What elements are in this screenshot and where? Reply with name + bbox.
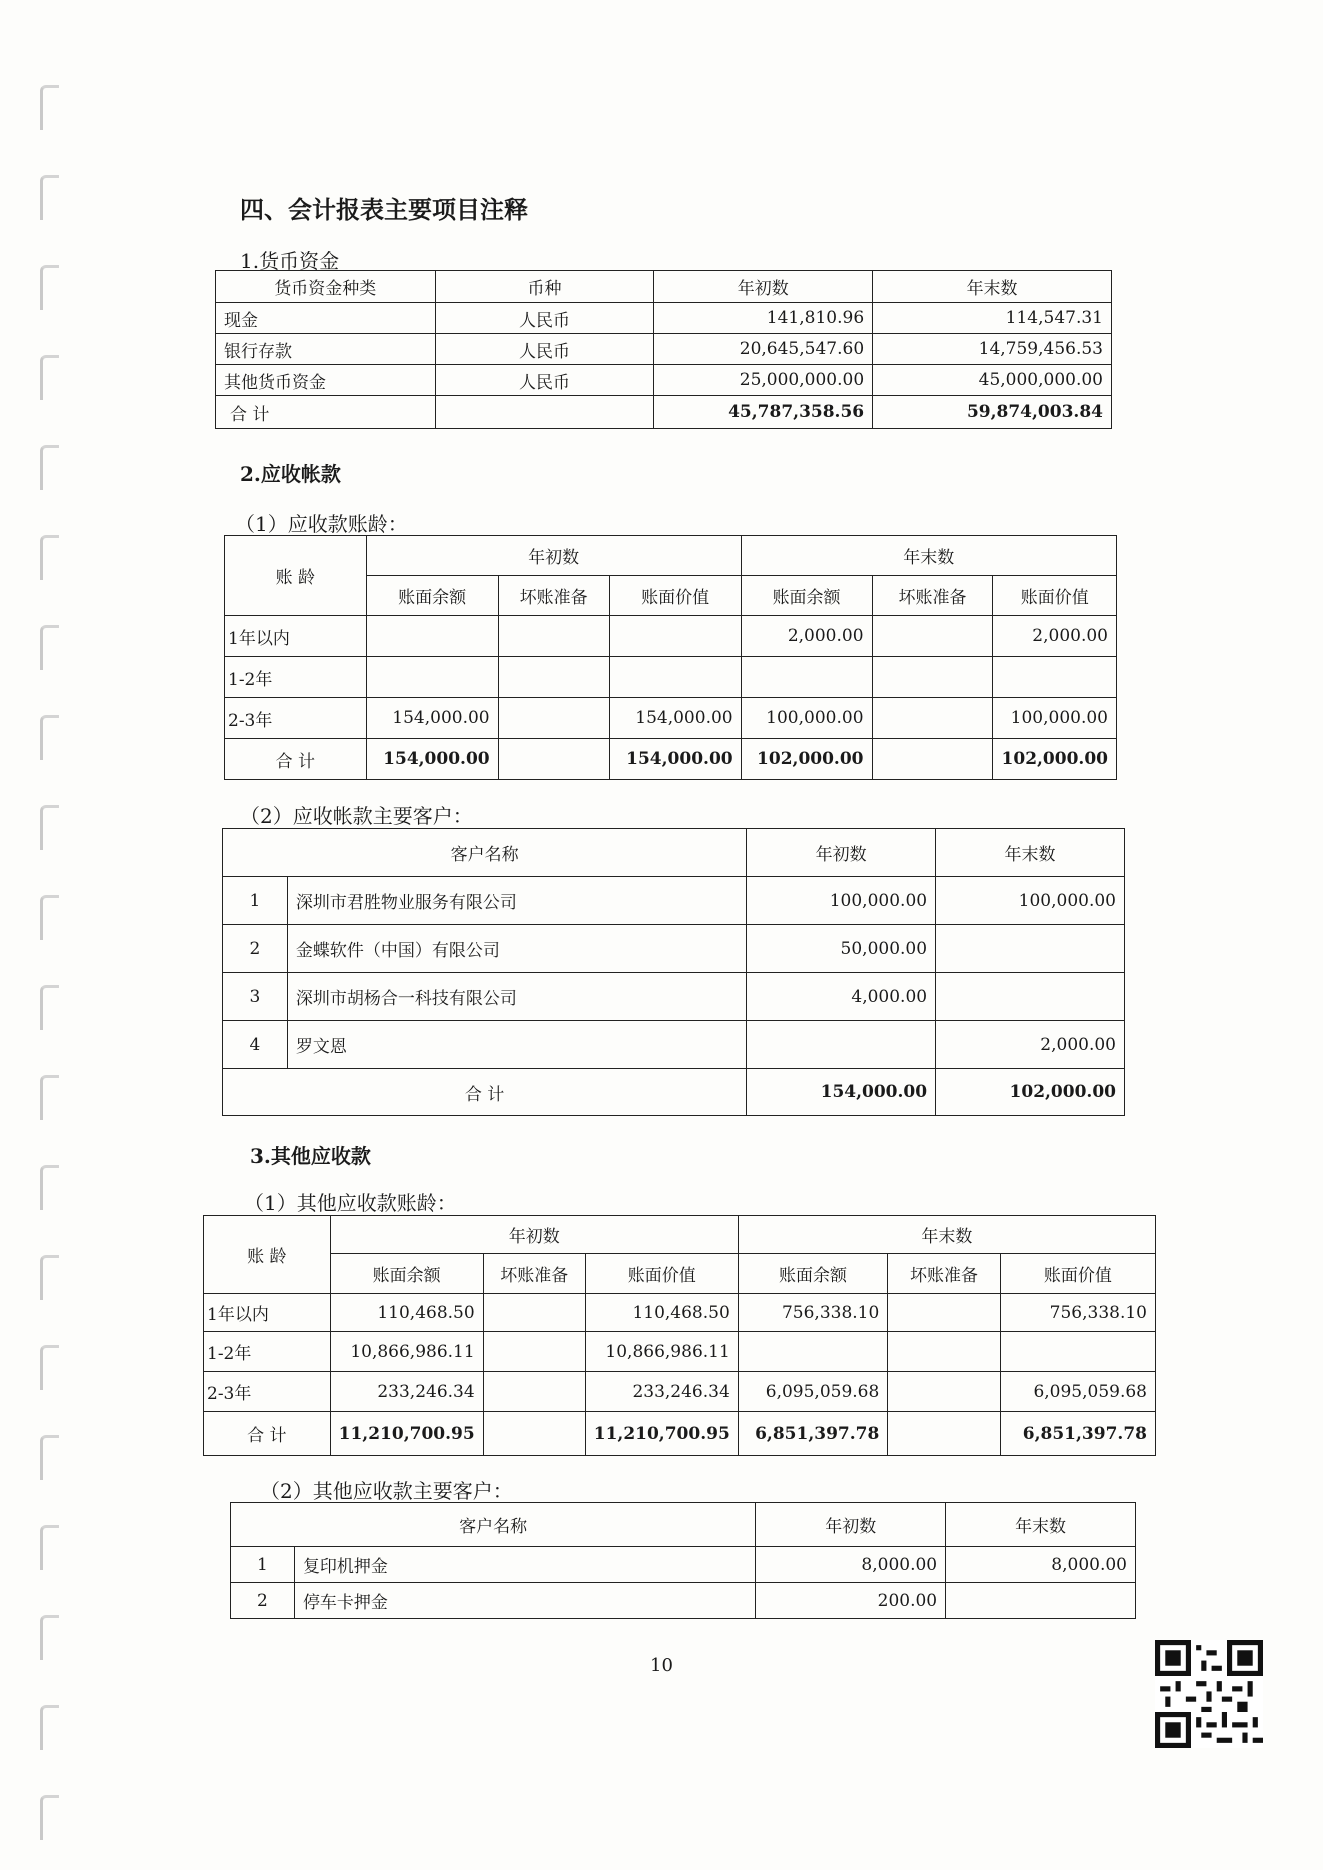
qr-code-icon xyxy=(1155,1640,1263,1748)
binder-mark xyxy=(40,1435,59,1480)
header-cell: 账面余额 xyxy=(741,576,872,616)
table-cell: 8,000.00 xyxy=(756,1547,946,1583)
total-cell: 154,000.00 xyxy=(366,739,498,780)
receivable-customers-title: （2）应收帐款主要客户： xyxy=(240,804,473,828)
end-header: 年末数 xyxy=(738,1216,1155,1254)
table-cell: 2 xyxy=(231,1583,295,1619)
table-cell: 10,866,986.11 xyxy=(585,1332,738,1372)
table-cell xyxy=(888,1372,1000,1412)
table-cell: 金蝶软件（中国）有限公司 xyxy=(287,925,746,973)
header-cell: 账面价值 xyxy=(585,1254,738,1294)
binder-mark xyxy=(40,1705,59,1750)
table-cell: 8,000.00 xyxy=(946,1547,1136,1583)
table-cell: 人民币 xyxy=(435,365,654,396)
binder-mark xyxy=(40,1255,59,1300)
table-cell: 110,468.50 xyxy=(330,1294,483,1332)
table-cell: 1-2年 xyxy=(225,657,367,698)
table-cell xyxy=(738,1332,888,1372)
total-cell xyxy=(483,1412,585,1456)
table-cell xyxy=(888,1294,1000,1332)
table-cell: 2,000.00 xyxy=(741,616,872,657)
other-aging-table xyxy=(203,1215,1156,1456)
table-cell: 1-2年 xyxy=(204,1332,331,1372)
table-cell xyxy=(872,616,993,657)
table-cell: 2-3年 xyxy=(225,698,367,739)
table-cell xyxy=(483,1294,585,1332)
receivable-aging-table xyxy=(224,535,1117,780)
binder-mark xyxy=(40,535,59,580)
total-label: 合 计 xyxy=(216,396,436,429)
table-cell xyxy=(366,657,498,698)
table-cell xyxy=(366,616,498,657)
binder-mark xyxy=(40,805,59,850)
table-cell: 1年以内 xyxy=(225,616,367,657)
binder-mark xyxy=(40,85,59,130)
table-cell: 2-3年 xyxy=(204,1372,331,1412)
table-cell xyxy=(936,925,1125,973)
table-cell: 深圳市君胜物业服务有限公司 xyxy=(287,877,746,925)
total-cell xyxy=(498,739,609,780)
header-cell: 账面价值 xyxy=(1000,1254,1155,1294)
header-cell: 年末数 xyxy=(946,1503,1136,1547)
total-cell: 102,000.00 xyxy=(993,739,1117,780)
total-cell: 6,851,397.78 xyxy=(1000,1412,1155,1456)
header-cell: 年初数 xyxy=(747,829,936,877)
table-cell: 2,000.00 xyxy=(993,616,1117,657)
binder-mark xyxy=(40,355,59,400)
other-customers-title: （2）其他应收款主要客户： xyxy=(260,1479,513,1503)
total-cell: 102,000.00 xyxy=(936,1069,1125,1116)
header-cell: 客户名称 xyxy=(223,829,747,877)
total-label: 合 计 xyxy=(225,739,367,780)
table-cell xyxy=(888,1332,1000,1372)
table-cell xyxy=(993,657,1117,698)
table-cell: 20,645,547.60 xyxy=(654,334,873,365)
binder-mark xyxy=(40,1345,59,1390)
table-cell: 50,000.00 xyxy=(747,925,936,973)
table-cell xyxy=(1000,1332,1155,1372)
table-cell: 3 xyxy=(223,973,288,1021)
section-title: 四、会计报表主要项目注释 xyxy=(240,195,528,224)
table-cell xyxy=(435,396,654,429)
cash-title: 1.货币资金 xyxy=(240,249,340,273)
total-label: 合 计 xyxy=(223,1069,747,1116)
binder-mark xyxy=(40,1615,59,1660)
table-cell xyxy=(872,698,993,739)
table-cell: 756,338.10 xyxy=(738,1294,888,1332)
total-cell xyxy=(888,1412,1000,1456)
table-cell xyxy=(609,616,741,657)
table-cell: 深圳市胡杨合一科技有限公司 xyxy=(287,973,746,1021)
header-cell: 货币资金种类 xyxy=(216,271,436,303)
table-cell: 200.00 xyxy=(756,1583,946,1619)
total-cell: 59,874,003.84 xyxy=(873,396,1112,429)
header-cell: 年初数 xyxy=(756,1503,946,1547)
total-cell: 102,000.00 xyxy=(741,739,872,780)
table-cell xyxy=(609,657,741,698)
table-cell: 110,468.50 xyxy=(585,1294,738,1332)
header-cell: 坏账准备 xyxy=(483,1254,585,1294)
table-cell: 其他货币资金 xyxy=(216,365,436,396)
total-label: 合 计 xyxy=(204,1412,331,1456)
table-cell: 2 xyxy=(223,925,288,973)
table-cell: 4 xyxy=(223,1021,288,1069)
binder-mark xyxy=(40,715,59,760)
header-cell: 账面余额 xyxy=(366,576,498,616)
binder-mark xyxy=(40,265,59,310)
header-cell: 账面价值 xyxy=(993,576,1117,616)
header-cell: 坏账准备 xyxy=(888,1254,1000,1294)
table-cell: 114,547.31 xyxy=(873,303,1112,334)
table-cell xyxy=(936,973,1125,1021)
receivable-aging-title: （1）应收款账龄： xyxy=(235,512,408,536)
header-cell: 坏账准备 xyxy=(498,576,609,616)
table-cell: 100,000.00 xyxy=(936,877,1125,925)
binder-mark xyxy=(40,1075,59,1120)
table-cell: 14,759,456.53 xyxy=(873,334,1112,365)
header-cell: 账面余额 xyxy=(330,1254,483,1294)
table-cell: 10,866,986.11 xyxy=(330,1332,483,1372)
page-number: 10 xyxy=(650,1655,673,1676)
table-cell: 25,000,000.00 xyxy=(654,365,873,396)
table-cell: 2,000.00 xyxy=(936,1021,1125,1069)
binder-mark xyxy=(40,985,59,1030)
cash-table xyxy=(215,270,1112,429)
other-aging-title: （1）其他应收款账龄： xyxy=(244,1191,457,1215)
binder-mark xyxy=(40,1795,59,1840)
table-cell xyxy=(498,698,609,739)
total-cell: 6,851,397.78 xyxy=(738,1412,888,1456)
total-cell: 45,787,358.56 xyxy=(654,396,873,429)
header-cell: 币种 xyxy=(435,271,654,303)
end-header: 年末数 xyxy=(741,536,1116,576)
table-cell xyxy=(741,657,872,698)
table-cell: 罗文恩 xyxy=(287,1021,746,1069)
table-cell: 756,338.10 xyxy=(1000,1294,1155,1332)
table-cell: 154,000.00 xyxy=(366,698,498,739)
binder-mark xyxy=(40,895,59,940)
table-cell: 100,000.00 xyxy=(993,698,1117,739)
table-cell xyxy=(946,1583,1136,1619)
header-cell: 年初数 xyxy=(654,271,873,303)
header-cell: 年末数 xyxy=(936,829,1125,877)
total-cell: 11,210,700.95 xyxy=(330,1412,483,1456)
table-cell: 45,000,000.00 xyxy=(873,365,1112,396)
binder-mark xyxy=(40,1525,59,1570)
binder-mark xyxy=(40,1165,59,1210)
begin-header: 年初数 xyxy=(330,1216,738,1254)
table-cell: 停车卡押金 xyxy=(294,1583,755,1619)
table-cell: 1年以内 xyxy=(204,1294,331,1332)
receivable-title: 2.应收帐款 xyxy=(240,462,341,486)
header-cell: 账面价值 xyxy=(609,576,741,616)
table-cell: 233,246.34 xyxy=(585,1372,738,1412)
table-cell xyxy=(872,657,993,698)
table-cell xyxy=(483,1372,585,1412)
total-cell: 154,000.00 xyxy=(609,739,741,780)
table-cell: 154,000.00 xyxy=(609,698,741,739)
other-customers-table xyxy=(230,1502,1136,1619)
table-cell: 4,000.00 xyxy=(747,973,936,1021)
table-cell: 6,095,059.68 xyxy=(1000,1372,1155,1412)
binder-mark xyxy=(40,175,59,220)
table-cell xyxy=(747,1021,936,1069)
header-cell: 年末数 xyxy=(873,271,1112,303)
begin-header: 年初数 xyxy=(366,536,741,576)
total-cell: 154,000.00 xyxy=(747,1069,936,1116)
table-cell: 复印机押金 xyxy=(294,1547,755,1583)
table-cell: 141,810.96 xyxy=(654,303,873,334)
binder-mark xyxy=(40,445,59,490)
table-cell: 233,246.34 xyxy=(330,1372,483,1412)
table-cell: 人民币 xyxy=(435,303,654,334)
table-cell: 现金 xyxy=(216,303,436,334)
age-header: 账 龄 xyxy=(225,536,367,616)
header-cell: 坏账准备 xyxy=(872,576,993,616)
binder-mark xyxy=(40,625,59,670)
table-cell: 人民币 xyxy=(435,334,654,365)
table-cell: 6,095,059.68 xyxy=(738,1372,888,1412)
table-cell: 1 xyxy=(231,1547,295,1583)
table-cell: 100,000.00 xyxy=(747,877,936,925)
table-cell: 银行存款 xyxy=(216,334,436,365)
table-cell xyxy=(498,657,609,698)
table-cell xyxy=(483,1332,585,1372)
total-cell: 11,210,700.95 xyxy=(585,1412,738,1456)
receivable-customers-table xyxy=(222,828,1125,1116)
age-header: 账 龄 xyxy=(204,1216,331,1294)
table-cell: 100,000.00 xyxy=(741,698,872,739)
table-cell: 1 xyxy=(223,877,288,925)
header-cell: 账面余额 xyxy=(738,1254,888,1294)
total-cell xyxy=(872,739,993,780)
header-cell: 客户名称 xyxy=(231,1503,756,1547)
other-title: 3.其他应收款 xyxy=(250,1144,371,1168)
table-cell xyxy=(498,616,609,657)
